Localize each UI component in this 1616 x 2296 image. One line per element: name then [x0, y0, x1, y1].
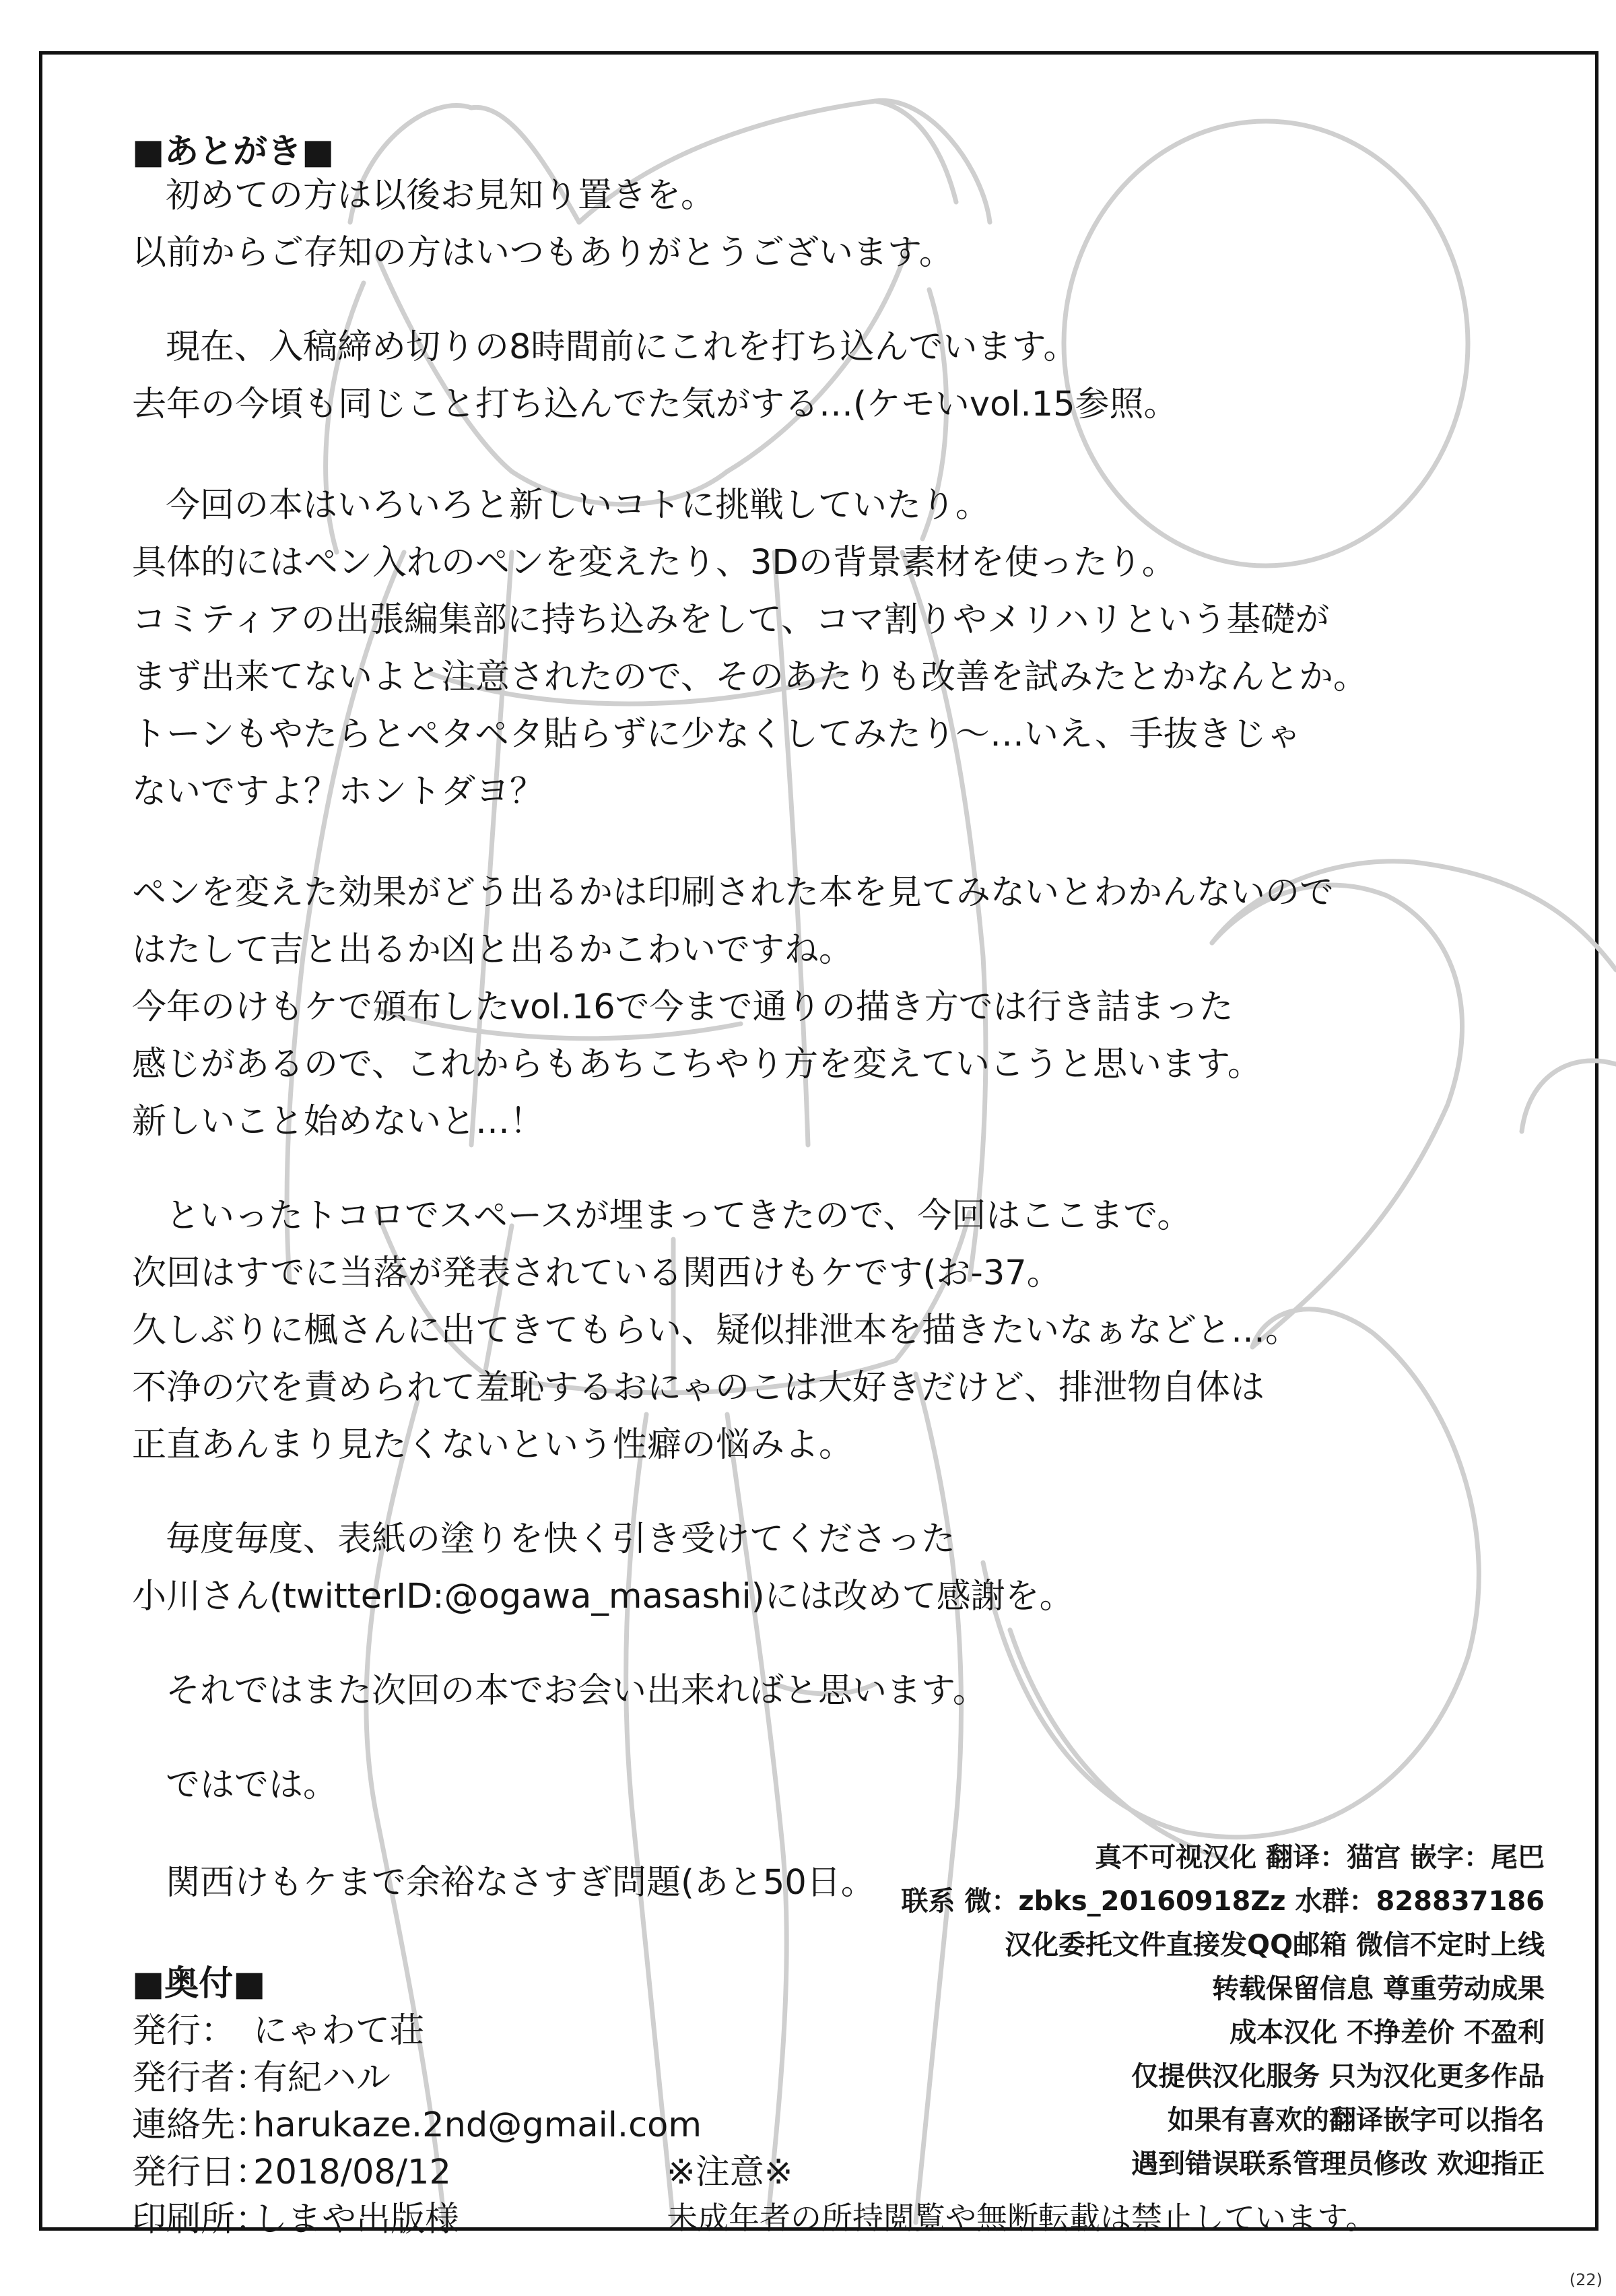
afterword-line: ではでは。 — [166, 1765, 338, 1805]
afterword-line: 今年のけもケで頒布したvol.16で今まで通りの描き方では行き詰まった — [132, 987, 1234, 1027]
afterword-line: コミティアの出張編集部に持ち込みをして、コマ割りやメリハリという基礎が — [132, 600, 1330, 640]
afterword-line: まず出来てないよと注意されたので、そのあたりも改善を試みたとかなんとか。 — [132, 657, 1368, 697]
afterword-line: 以前からご存知の方はいつもありがとうございます。 — [132, 233, 953, 273]
afterword-line: 現在、入稿締め切りの8時間前にこれを打ち込んでいます。 — [166, 327, 1078, 367]
colophon-label: 連絡先： — [132, 2105, 270, 2145]
afterword-line: 今回の本はいろいろと新しいコトに挑戦していたり。 — [166, 486, 990, 525]
credit-line: 仅提供汉化服务 只为汉化更多作品 — [1131, 2061, 1545, 2092]
afterword-line: トーンもやたらとペタペタ貼らずに少なくしてみたり～…いえ、手抜きじゃ — [132, 715, 1302, 754]
colophon-value: しまや出版様 — [253, 2200, 460, 2239]
afterword-line: 新しいこと始めないと…！ — [132, 1102, 545, 1142]
afterword-line: 感じがあるので、これからもあちこちやり方を変えていこうと思います。 — [132, 1045, 1262, 1084]
afterword-line: 関西けもケまで余裕なさすぎ問題(あと50日。 — [166, 1863, 875, 1903]
notice-title: ※注意※ — [667, 2153, 793, 2192]
afterword-line: といったトコロでスペースが埋まってきたので、今回はここまで。 — [166, 1196, 1192, 1236]
afterword-line: はたして吉と出るか凶と出るかこわいですね。 — [132, 930, 854, 970]
colophon-label: 印刷所： — [132, 2200, 270, 2239]
credit-line: 真不可视汉化 翻译：猫宫 嵌字：尾巴 — [1095, 1842, 1545, 1873]
colophon-value: 有紀ハル — [253, 2058, 391, 2098]
afterword-line: ないですよ？ホントダヨ？ — [132, 772, 545, 812]
afterword-line: ペンを変えた効果がどう出るかは印刷された本を見てみないとわかんないので — [132, 873, 1335, 913]
afterword-heading: ■あとがき■ — [132, 132, 335, 172]
credit-line: 联系 微：zbks_20160918Zz 水群：828837186 — [901, 1886, 1545, 1917]
afterword-line: それではまた次回の本でお会い出来ればと思います。 — [166, 1671, 987, 1711]
colophon-label: 発行： — [132, 2011, 236, 2051]
colophon-value: harukaze.2nd@gmail.com — [253, 2105, 702, 2145]
colophon-value: 2018/08/12 — [253, 2153, 451, 2192]
afterword-line: 初めての方は以後お見知り置きを。 — [166, 176, 716, 216]
colophon-label: 発行者： — [132, 2058, 270, 2098]
afterword-line: 去年の今頃も同じこと打ち込んでた気がする…(ケモいvol.15参照。 — [132, 385, 1178, 424]
credit-line: 如果有喜欢的翻译嵌字可以指名 — [1168, 2105, 1545, 2136]
speech-balloon — [1037, 101, 1495, 586]
colophon-heading: ■奥付■ — [132, 1964, 266, 2004]
credit-line: 转载保留信息 尊重劳动成果 — [1212, 1973, 1545, 2004]
colophon-label: 発行日： — [132, 2153, 270, 2192]
credit-line: 成本汉化 不挣差价 不盈利 — [1230, 2017, 1545, 2048]
notice-text: 未成年者の所持閲覧や無断転載は禁止しています。 — [667, 2200, 1377, 2236]
afterword-line: 小川さん(twitterID:@ogawa_masashi)には改めて感謝を。 — [132, 1577, 1074, 1616]
afterword-line: 毎度毎度、表紙の塗りを快く引き受けてくださった — [166, 1519, 956, 1559]
afterword-line: 具体的にはペン入れのペンを変えたり、3Dの背景素材を使ったり。 — [132, 543, 1176, 583]
afterword-line: 久しぶりに楓さんに出てきてもらい、疑似排泄本を描きたいなぁなどと…。 — [132, 1311, 1300, 1350]
page-number: (22) — [1569, 2270, 1603, 2289]
afterword-line: 正直あんまり見たくないという性癖の悩みよ。 — [132, 1425, 854, 1465]
afterword-line: 次回はすでに当落が発表されている関西けもケです(お-37。 — [132, 1253, 1061, 1293]
credit-line: 汉化委托文件直接发QQ邮箱 微信不定时上线 — [1005, 1930, 1545, 1961]
credit-line: 遇到错误联系管理员修改 欢迎指正 — [1131, 2149, 1545, 2179]
colophon-value: にゃわて荘 — [253, 2011, 424, 2051]
afterword-line: 不浄の穴を責められて羞恥するおにゃのこは大好きだけど、排泄物自体は — [132, 1368, 1265, 1408]
